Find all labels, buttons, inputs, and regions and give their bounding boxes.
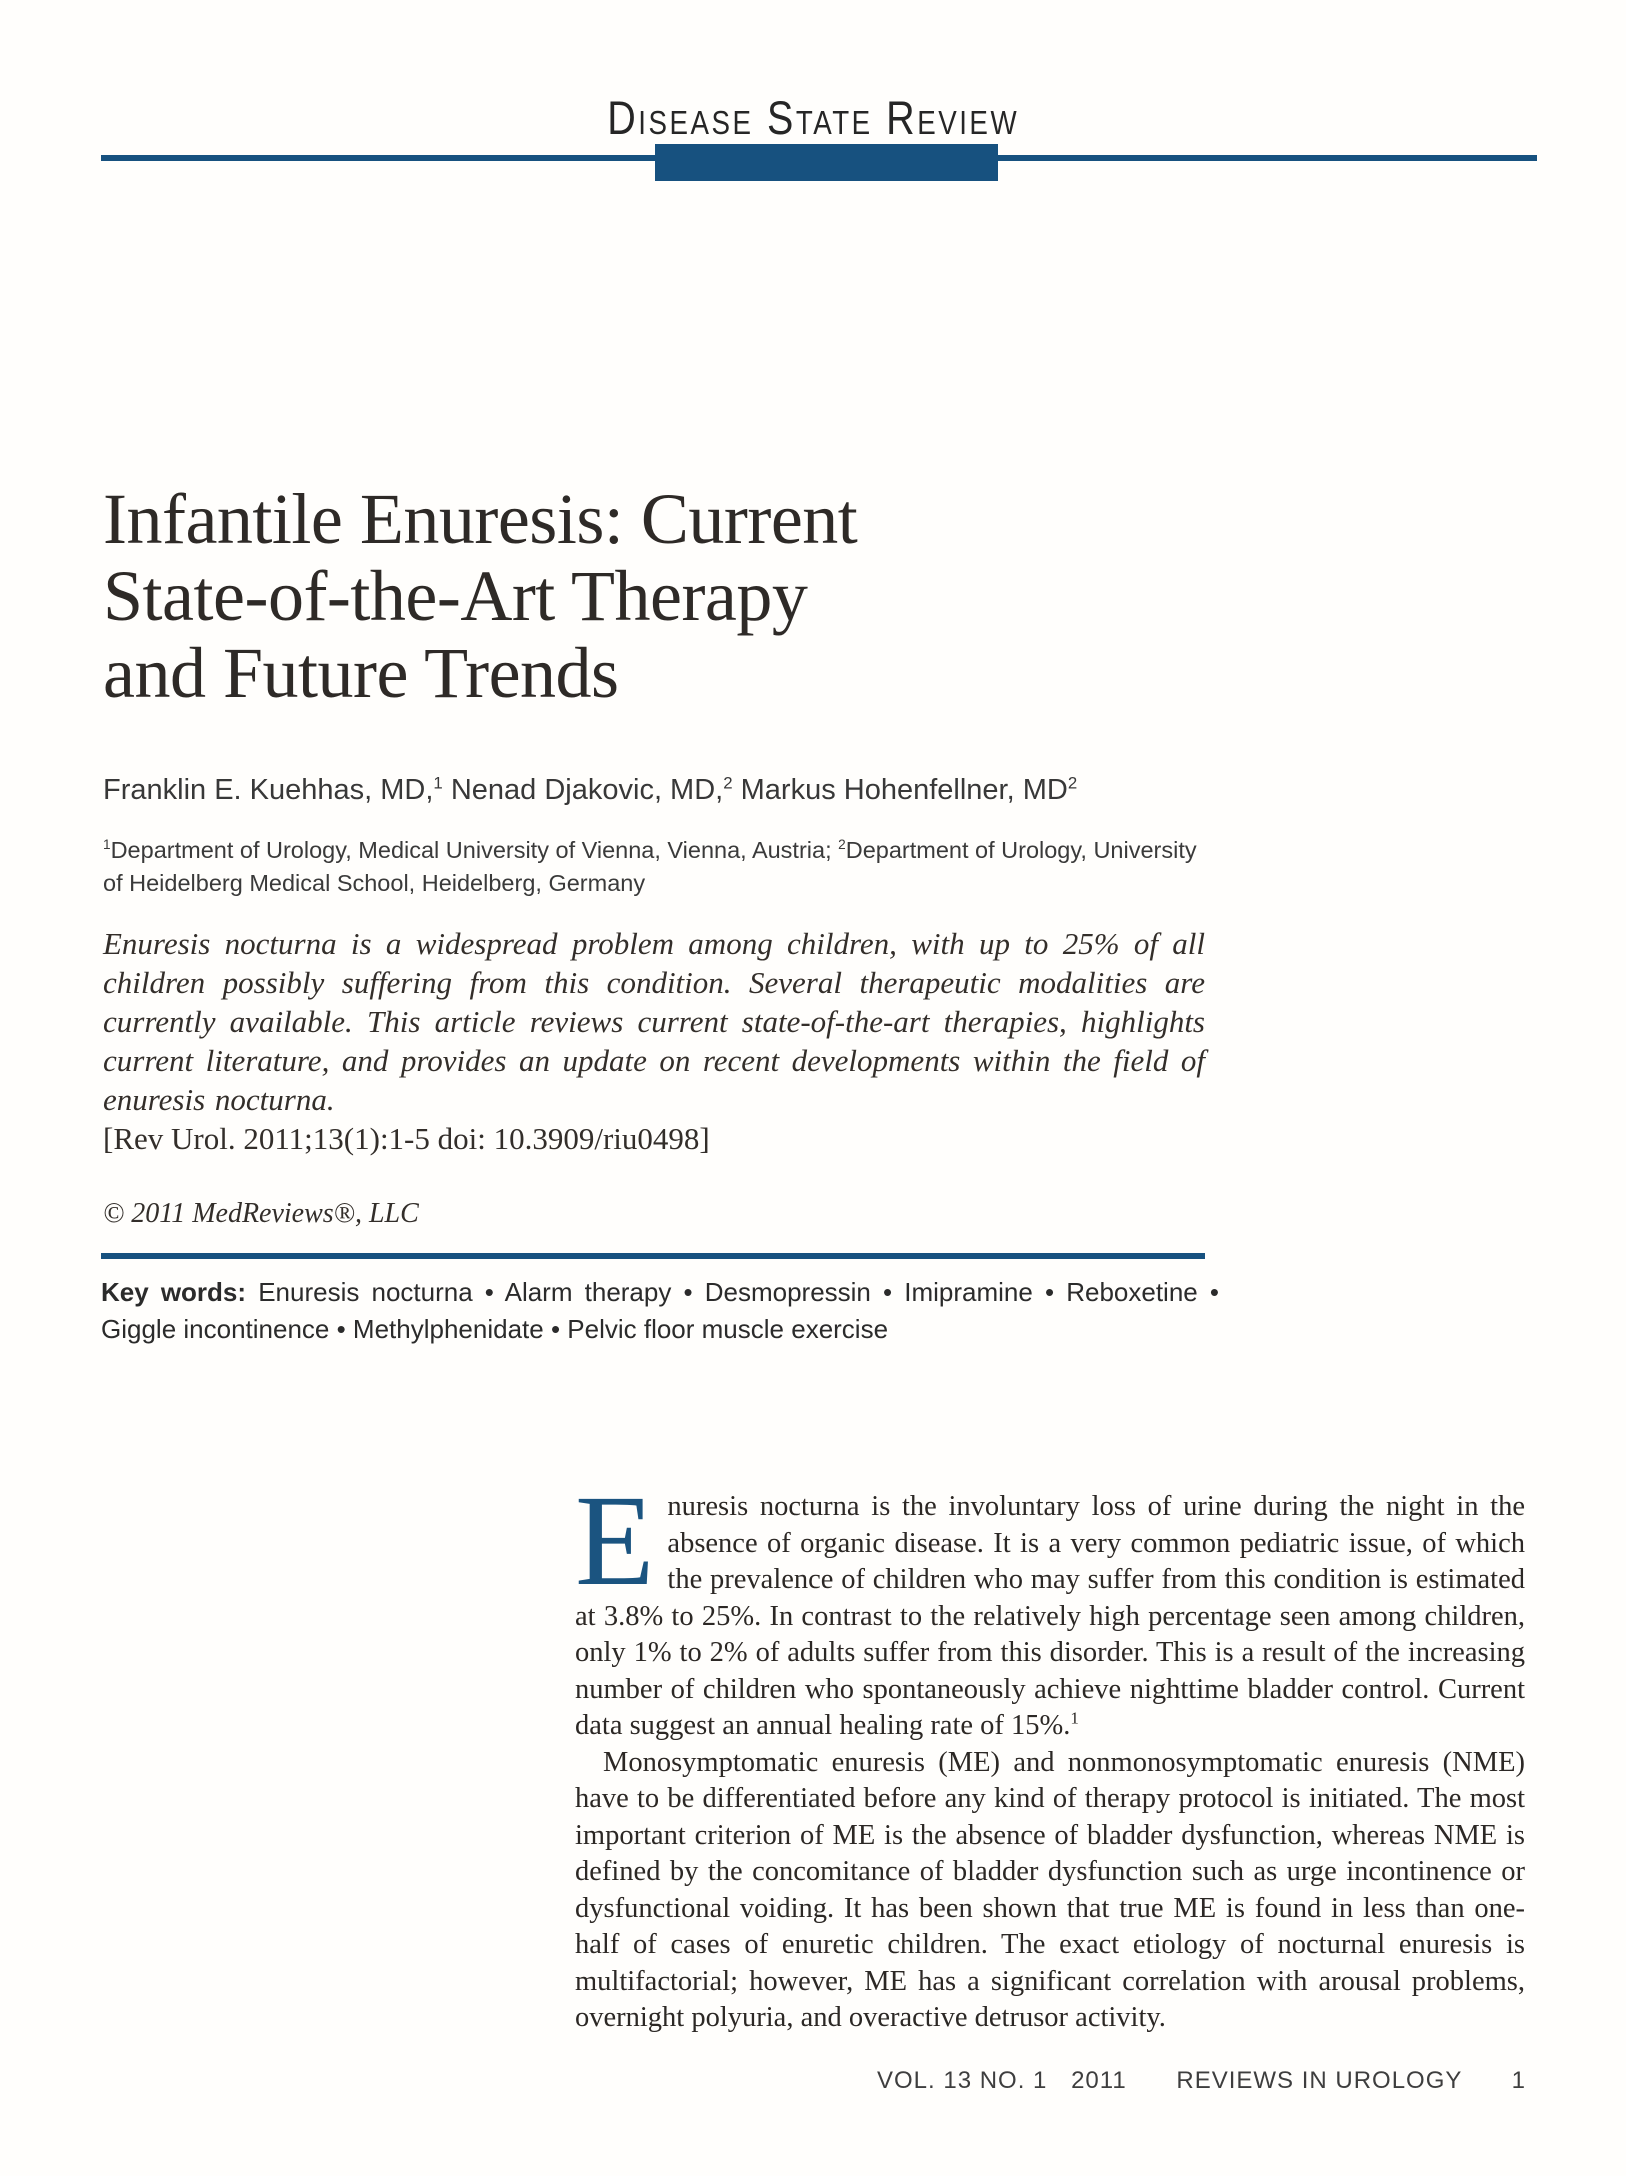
footer-volume: VOL. 13 NO. 1	[877, 2067, 1048, 2094]
footer-page-number: 1	[1511, 2067, 1526, 2094]
keywords-label: Key words:	[101, 1277, 247, 1307]
author-3: Markus Hohenfellner, MD	[732, 774, 1068, 806]
author-3-affil-ref: 2	[1067, 773, 1078, 793]
page-footer	[0, 2067, 1526, 2095]
keywords-rule	[101, 1253, 1205, 1259]
section-label	[0, 90, 1626, 145]
abstract-block	[103, 924, 1205, 1158]
affiliation-1-text: Department of Urology, Medical University of Vienna, Vienna, Austria;	[110, 837, 839, 863]
affiliation-2-text: Department of Urology, University	[845, 837, 1197, 863]
article-title	[103, 481, 857, 712]
article-title-line-1: Infantile Enuresis: Current	[103, 479, 858, 559]
citation: [Rev Urol. 2011;13(1):1-5 doi: 10.3909/riu0498]	[103, 1121, 710, 1156]
author-line	[103, 774, 1077, 807]
drop-cap: E	[575, 1469, 655, 1613]
article-title-line-3: and Future Trends	[103, 633, 619, 713]
affiliation-2-marker: 2	[838, 837, 846, 853]
header-rule-block	[655, 144, 998, 181]
affiliations	[103, 834, 1303, 900]
author-1: Franklin E. Kuehhas, MD,	[103, 774, 434, 806]
article-title-line-2: State-of-the-Art Therapy	[103, 556, 808, 636]
reference-1-marker: 1	[1070, 1708, 1079, 1728]
affiliation-1-marker: 1	[103, 837, 111, 853]
affiliation-line-2: of Heidelberg Medical School, Heidelberg, Germany	[103, 870, 646, 896]
author-2-affil-ref: 2	[723, 773, 733, 793]
section-label-text: Disease State Review	[607, 91, 1019, 144]
footer-year: 2011	[1071, 2067, 1127, 2094]
copyright-line: © 2011 MedReviews®, LLC	[103, 1198, 419, 1229]
keywords-list: Enuresis nocturna • Alarm therapy • Desmopressin • Imipramine • Reboxetine • Giggle incontinence • Methylphenidate • Pelvic floor muscle exercise	[101, 1277, 1219, 1344]
author-1-affil-ref: 1	[433, 773, 443, 793]
body-paragraph-1-text: nuresis nocturna is the involuntary loss of urine during the night in the absence of organic disease. It is a very common pediatric issue, of which the prevalence of children who may suffer from this condition is estimated at 3.8% to 25%. In contrast to the relatively high percentage seen among children, only 1% to 2% of adults suffer from this disorder. This is a result of the increasing number of children who spontaneously achieve nighttime bladder control. Current data suggest an annual healing rate of 15%.	[575, 1491, 1525, 1741]
body-paragraph-2: Monosymptomatic enuresis (ME) and nonmonosymptomatic enuresis (NME) have to be differentiated before any kind of therapy protocol is initiated. The most important criterion of ME is the absence of bladder dysfunction, whereas NME is defined by the concomitance of bladder dysfunction such as urge incontinence or dysfunctional voiding. It has been shown that true ME is found in less than one-half of cases of enuretic children. The exact etiology of nocturnal enuresis is multifactorial; however, ME has a significant correlation with arousal problems, overnight polyuria, and overactive detrusor activity.	[575, 1746, 1525, 2033]
keywords	[101, 1274, 1219, 1348]
article-body	[575, 1469, 1525, 2037]
author-2: Nenad Djakovic, MD,	[442, 774, 724, 806]
footer-journal: REVIEWS IN UROLOGY	[1176, 2067, 1462, 2094]
body-paragraph-1	[575, 1469, 1525, 1745]
abstract-text: Enuresis nocturna is a widespread problem among children, with up to 25% of all children possibly suffering from this condition. Several therapeutic modalities are currently available. This article reviews current state-of-the-art therapies, highlights current literature, and provides an update on recent developments within the field of enuresis nocturna.	[103, 926, 1205, 1117]
